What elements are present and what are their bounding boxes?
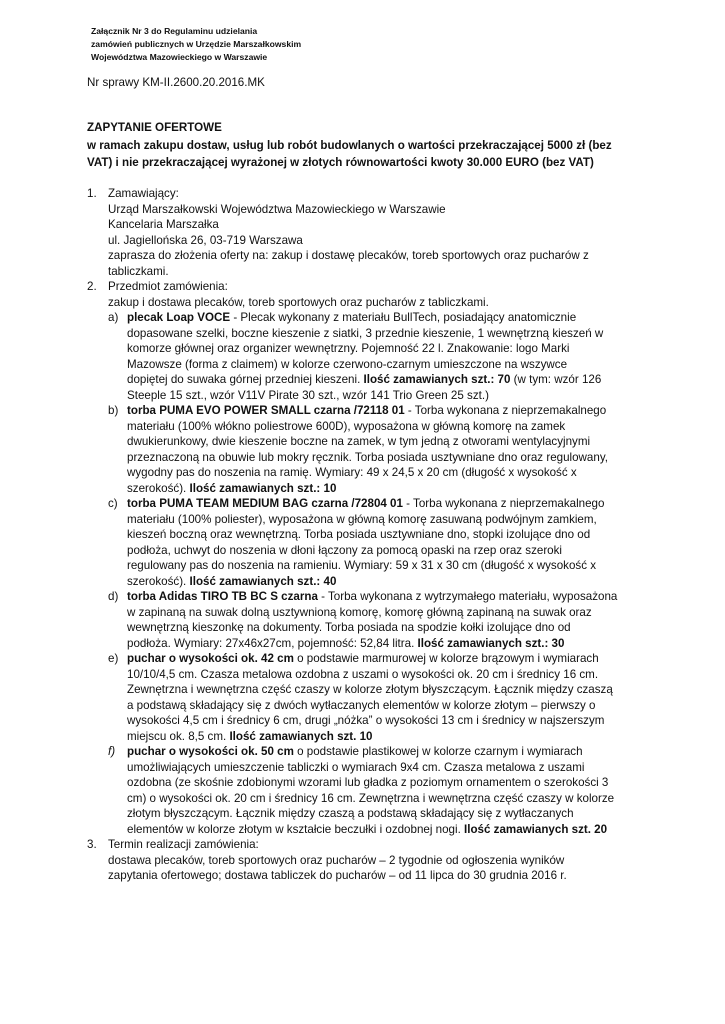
item-text: miejscu ok. 8,5 cm. (127, 729, 230, 743)
item-text: o podstawie plastikowej w kolorze czarnym i wymiarach (293, 745, 583, 758)
case-number: Nr sprawy KM-II.2600.20.2016.MK (87, 76, 265, 89)
title-line: VAT) i nie przekraczającej wyrażonej w złotych równowartości kwoty 30.000 EURO (bez VAT) (87, 156, 594, 169)
item-name: torba PUMA EVO POWER SMALL czarna /72118 01 (127, 404, 405, 417)
section-heading: Przedmiot zamówienia: (108, 280, 228, 293)
item-text: komorze głównej oraz organizer wewnętrzny. Pojemność 22 l. Znakowanie: logo Marki (127, 342, 570, 355)
item-text: w zapinaną na suwak dolną usztywnioną komorę, komorę główną zapinaną na suwak oraz (127, 605, 592, 619)
item-text: podłoża. Wymiary: 27x46x27cm, pojemność: 52,84 litra. (127, 636, 418, 650)
item-text: regulowany pas do noszenia na ramieniu. Wymiary: 59 x 31 x 30 cm (długość x wysokość x (127, 559, 597, 572)
item-text: materiału (100% włókno poliestrowe 600D), wyposażona w główną komorę na zamek (127, 419, 566, 433)
section-delivery-deadline (87, 837, 647, 884)
item-letter: b) (108, 404, 119, 417)
item-quantity: Ilość zamawianych szt.: 30 (417, 636, 565, 650)
section-number: 3. (87, 838, 97, 851)
item-text: Steeple 15 szt., wzór V11V Pirate 30 szt., wzór 141 Trio Green 25 szt.) (127, 388, 489, 402)
item-quantity: Ilość zamawianych szt.: 70 (363, 373, 511, 386)
document-title (87, 119, 647, 172)
item-name: torba Adidas TIRO TB BC S czarna (127, 590, 318, 603)
section-line: zaprasza do złożenia oferty na: zakup i dostawę plecaków, toreb sportowych oraz pucharów z (108, 249, 589, 262)
item-text: - Torba wykonana z wytrzymałego materiału, wyposażona (317, 590, 618, 603)
item-text: podłoża, uchwyt do noszenia w dłoni łączony za pomocą opaski na rzep oraz szeroki (127, 543, 563, 557)
item-text: Mazowsze (forma z claimem) w kolorze czerwono-czarnym umieszczone na wszywce (127, 357, 568, 371)
section-line: ul. Jagiellońska 26, 03-719 Warszawa (108, 233, 303, 247)
item-quantity: Ilość zamawianych szt.: 10 (189, 481, 337, 495)
section-line: Kancelaria Marszałka (108, 218, 219, 231)
item-text: ozdobna (ze skośnie zdobionymi wzorami lub gładka z poziomym ornamentem o szerokości 3 (127, 776, 609, 789)
list-item-bag-puma-team (87, 496, 647, 589)
item-text: Zewnętrzna i wewnętrzna część czaszy w kolorze złotym błyszczącym. Łącznik między czaszą (127, 683, 613, 696)
item-text: szerokość). (127, 481, 190, 495)
item-name: puchar o wysokości ok. 50 cm (127, 745, 294, 758)
item-text: złotym błyszczącym. Łącznik między czaszą a podstawą składający się z wytłaczanych (127, 807, 574, 820)
section-line: tabliczkami. (108, 264, 169, 278)
item-text: wygodny pas do noszenia na ramię. Wymiary: 49 x 24,5 x 20 cm (długość x wysokość x (127, 466, 577, 479)
list-item-backpack-loap (87, 310, 647, 403)
item-text: - Torba wykonana z nieprzemakalnego (402, 497, 605, 510)
item-text: przeznaczoną na obuwie lub mokry ręcznik. Torba posiada usztywniane dno oraz regulowany, (127, 450, 608, 464)
item-text: a podstawą składający się z dwóch wytłaczanych elementów w kolorze złotym – pierwszy o (127, 698, 596, 712)
item-text: wysokości 4,5 cm i średnicy 6 cm, drugi „nóżka” o wysokości 13 cm i średnicy w najszerszym (127, 714, 605, 727)
item-text: 10/10/4,5 cm. Czasza metalowa ozdobna z uszami o wysokości ok. 20 cm i średnicy 16 cm. (127, 667, 599, 681)
section-heading: Zamawiający: (108, 187, 179, 200)
document-body (87, 186, 647, 884)
item-quantity: Ilość zamawianych szt. 20 (464, 822, 608, 836)
section-line: zapytania ofertowego; dostawa tabliczek do pucharów – od 11 lipca do 30 grudnia 2016 r. (108, 869, 567, 882)
item-quantity: Ilość zamawianych szt. 10 (229, 729, 373, 743)
section-ordering-party (87, 186, 647, 279)
header-line: Załącznik Nr 3 do Regulaminu udzielania (91, 26, 258, 36)
item-text: dopasowane szelki, boczne kieszenie z siatki, 3 przednie kieszenie, 1 wewnętrzną kieszeń w (127, 326, 604, 340)
section-number: 2. (87, 280, 97, 293)
section-heading: Termin realizacji zamówienia: (108, 838, 259, 851)
header-line: Województwa Mazowieckiego w Warszawie (91, 52, 268, 62)
item-text: dwukierunkowy, dwie kieszenie boczne na zamek, w tym jedną z otworami wentylacyjnymi (127, 435, 591, 448)
item-text: o podstawie marmurowej w kolorze brązowym i wymiarach (293, 652, 599, 665)
list-item-bag-adidas (87, 589, 647, 651)
item-text: materiału (100% poliester), wyposażona w główną komorę zasuwaną podwójnym zamkiem, (127, 512, 597, 526)
section-intro: zakup i dostawa plecaków, toreb sportowych oraz pucharów z tabliczkami. (108, 295, 489, 309)
section-line: Urząd Marszałkowski Województwa Mazowieckiego w Warszawie (108, 202, 446, 216)
item-text: - Torba wykonana z nieprzemakalnego (404, 404, 607, 417)
item-letter: f) (108, 745, 116, 758)
item-name: plecak Loap VOCE (127, 311, 231, 324)
item-text: umożliwiających umieszczenie tabliczki o wymiarach 9x4 cm. Czasza metalowa z uszami (127, 760, 585, 774)
title-line: w ramach zakupu dostaw, usług lub robót budowlanych o wartości przekraczającej 5000 zł (bez (87, 138, 612, 152)
list-item-bag-puma-evo (87, 403, 647, 496)
item-name: torba PUMA TEAM MEDIUM BAG czarna /72804 01 (127, 497, 403, 510)
title-heading: ZAPYTANIE OFERTOWE (87, 121, 222, 134)
attachment-header (91, 25, 301, 64)
item-text: wewnętrzną kieszonkę na dokumenty. Torba posiada na spodzie kołki izolujące dno od (127, 621, 571, 634)
item-letter: a) (108, 311, 119, 324)
item-text: dopiętej do suwaka górnej przedniej kieszeni. (127, 373, 364, 386)
item-quantity: Ilość zamawianych szt.: 40 (189, 574, 337, 588)
section-line: dostawa plecaków, toreb sportowych oraz pucharów – 2 tygodnie od ogłoszenia wyników (108, 853, 565, 867)
section-order-subject (87, 279, 647, 310)
list-item-trophy-50cm (87, 744, 647, 837)
item-text: cm) o wysokości ok. 20 cm i średnicy 16 cm. Zewnętrzna i wewnętrzna część czaszy w kolorze (127, 791, 615, 805)
list-item-trophy-42cm (87, 651, 647, 744)
item-text: elementów w kolorze złotym w kształcie beczułki i ozdobnej nogi. (127, 822, 465, 836)
item-letter: d) (108, 590, 119, 603)
item-name: puchar o wysokości ok. 42 cm (127, 652, 294, 665)
item-letter: c) (108, 497, 118, 510)
item-text: kieszeń boczną oraz wewnętrzną. Torba posiada usztywniane dno, stopki izolujące dno od (127, 528, 591, 541)
item-text: (w tym: wzór 126 (510, 373, 602, 386)
section-number: 1. (87, 187, 97, 200)
item-letter: e) (108, 652, 119, 665)
item-text: szerokość). (127, 574, 190, 588)
item-text: - Plecak wykonany z materiału BullTech, posiadający anatomicznie (230, 311, 577, 324)
header-line: zamówień publicznych w Urzędzie Marszałkowskim (91, 39, 302, 49)
